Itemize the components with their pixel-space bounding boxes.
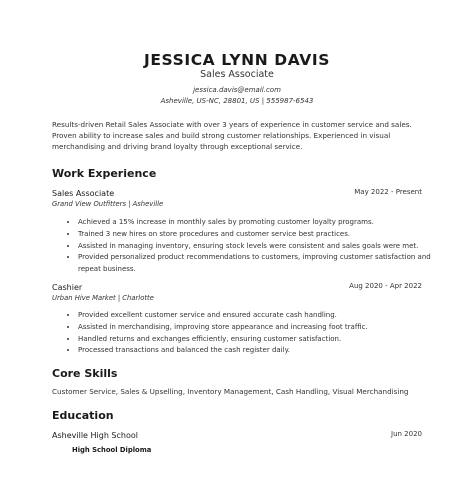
degree-name: High School Diploma bbox=[72, 446, 152, 454]
school-name: Asheville High School bbox=[52, 431, 138, 440]
contact-email: jessica.davis@email.com bbox=[193, 86, 281, 94]
job-dates: Aug 2020 - Apr 2022 bbox=[349, 282, 422, 290]
skills-list: Customer Service, Sales & Upselling, Inventory Management, Cash Handling, Visual Merchandising bbox=[52, 387, 409, 396]
list-item: • Provided personalized product recommendations to customers, improving customer satisfaction and repeat business. bbox=[78, 252, 438, 276]
candidate-name: JESSICA LYNN DAVIS bbox=[143, 51, 331, 69]
list-item: • Handled returns and exchanges efficiently, ensuring customer satisfaction. bbox=[78, 334, 438, 346]
professional-summary: Results-driven Retail Sales Associate with over 3 years of experience in customer service and sales. Proven ability to increase sales and build strong customer relationships. Experienced in visual merchandising and driving brand loyalty through exceptional service. bbox=[52, 120, 412, 151]
job-dates: May 2022 - Present bbox=[354, 188, 422, 196]
job-company: Grand View Outfitters | Asheville bbox=[52, 200, 164, 208]
job-company: Urban Hive Market | Charlotte bbox=[52, 294, 154, 302]
job-title: Sales Associate bbox=[52, 189, 115, 198]
job-bullets bbox=[68, 310, 438, 357]
contact-location-phone: Asheville, US-NC, 28801, US | 555987-6543 bbox=[160, 97, 314, 105]
job-bullets bbox=[68, 217, 438, 276]
work-experience-heading: Work Experience bbox=[52, 167, 157, 180]
list-item: • Assisted in managing inventory, ensuring stock levels were consistent and sales goals were met. bbox=[78, 241, 438, 253]
candidate-role: Sales Associate bbox=[200, 69, 274, 80]
list-item: • Achieved a 15% increase in monthly sales by promoting customer loyalty programs. bbox=[78, 217, 438, 229]
core-skills-heading: Core Skills bbox=[52, 367, 118, 380]
list-item: • Provided excellent customer service and ensured accurate cash handling. bbox=[78, 310, 438, 322]
education-date: Jun 2020 bbox=[391, 430, 422, 438]
list-item: • Trained 3 new hires on store procedures and customer service best practices. bbox=[78, 229, 438, 241]
job-title: Cashier bbox=[52, 283, 83, 292]
list-item: • Assisted in merchandising, improving store appearance and increasing foot traffic. bbox=[78, 322, 438, 334]
education-heading: Education bbox=[52, 409, 114, 422]
list-item: • Processed transactions and balanced the cash register daily. bbox=[78, 345, 438, 357]
